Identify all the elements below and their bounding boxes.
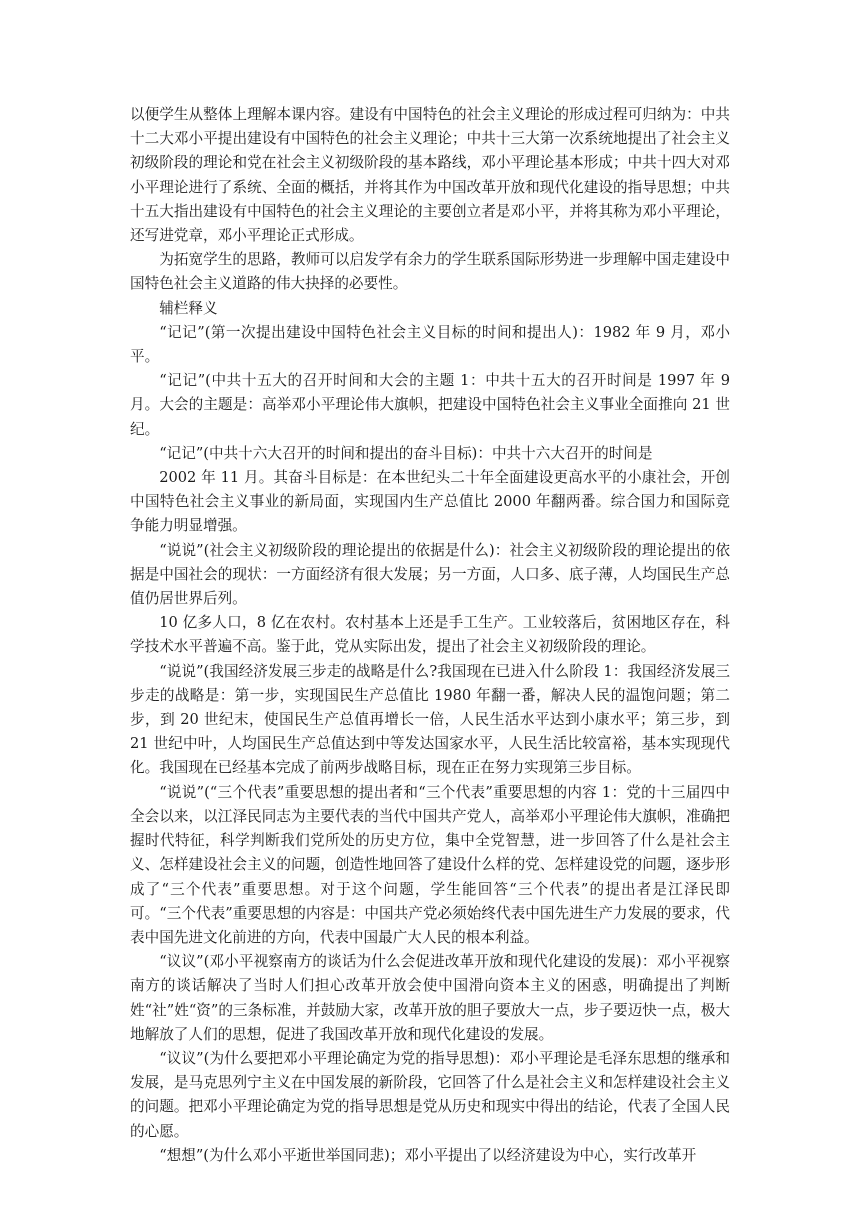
paragraph: “说说”(我国经济发展三步走的战略是什么?我国现在已进入什么阶段 1：我国经济发展三步走的战略是：第一步，实现国民生产总值比 1980 年翻一番，解决人民的温饱问题；第二步，到 20 世纪末，使国民生产总值再增长一倍，人民生活水平达到小康水平；第三步，到 21 世纪中叶，人均国民生产总值达到中等发达国家水平，人民生活比较富裕，基本实现现代化。我国现在已经基本完成了前两步战略目标，现在正在努力实现第三步目标。 bbox=[130, 662, 730, 777]
paragraph: 以便学生从整体上理解本课内容。建设有中国特色的社会主义理论的形成过程可归纳为：中共十二大邓小平提出建设有中国特色的社会主义理论；中共十三大第一次系统地提出了社会主义初级阶段的理论和党在社会主义初级阶段的基本路线，邓小平理论基本形成；中共十四大对邓小平理论进行了系统、全面的概括，并将其作为中国改革开放和现代化建设的指导思想；中共十五大指出建设有中国特色的社会主义理论的主要创立者是邓小平，并将其称为邓小平理论，还写进党章，邓小平理论正式形成。 bbox=[130, 106, 730, 245]
paragraph: “说说”(“三个代表”重要思想的提出者和“三个代表”重要思想的内容 1：党的十三届四中全会以来，以江泽民同志为主要代表的当代中国共产党人，高举邓小平理论伟大旗帜，准确把握时代特征，科学判断我们党所处的历史方位，集中全党智慧，进一步回答了什么是社会主义、怎样建设社会主义的问题，创造性地回答了建设什么样的党、怎样建设党的问题，逐步形成了“三个代表”重要思想。对于这个问题，学生能回答“三个代表”的提出者是江泽民即可。“三个代表”重要思想的内容是：中国共产党必须始终代表中国先进生产力发展的要求，代表中国先进文化前进的方向，代表中国最广大人民的根本利益。 bbox=[130, 783, 730, 946]
paragraph: “记记”(中共十五大的召开时间和大会的主题 1：中共十五大的召开时间是 1997 年 9 月。大会的主题是：高举邓小平理论伟大旗帜，把建设中国特色社会主义事业全面推向 21 世纪。 bbox=[130, 372, 730, 438]
paragraph: 为拓宽学生的思路，教师可以启发学有余力的学生联系国际形势进一步理解中国走建设中国特色社会主义道路的伟大抉择的必要性。 bbox=[130, 251, 730, 293]
paragraph: “想想”(为什么邓小平逝世举国同悲)；邓小平提出了以经济建设为中心，实行改革开 bbox=[159, 1146, 697, 1164]
paragraph: “说说”(社会主义初级阶段的理论提出的依据是什么)：社会主义初级阶段的理论提出的依据是中国社会的现状：一方面经济有很大发展；另一方面，人口多、底子薄，人均国民生产总值仍居世界后列。 bbox=[130, 541, 730, 608]
section-heading: 辅栏释义 bbox=[159, 299, 218, 317]
paragraph: “记记”(中共十六大召开的时间和提出的奋斗目标)：中共十六大召开的时间是 bbox=[159, 444, 653, 462]
paragraph: “议议”(邓小平视察南方的谈话为什么会促进改革开放和现代化建设的发展)：邓小平视察南方的谈话解决了当时人们担心改革开放会使中国滑向资本主义的困惑，明确提出了判断姓“社”姓“资”的三条标准，并鼓励大家，改革开放的胆子要放大一点，步子要迈快一点，极大地解放了人们的思想，促进了我国改革开放和现代化建设的发展。 bbox=[130, 953, 730, 1043]
document-page bbox=[130, 103, 730, 1168]
paragraph: 10 亿多人口，8 亿在农村。农村基本上还是手工生产。工业较落后，贫困地区存在，科学技术水平普遍不高。鉴于此，党从实际出发，提出了社会主义初级阶段的理论。 bbox=[130, 614, 730, 656]
paragraph: 2002 年 11 月。其奋斗目标是：在本世纪头二十年全面建设更高水平的小康社会，开创中国特色社会主义事业的新局面，实现国内生产总值比 2000 年翻两番。综合国力和国际竞争能力明显增强。 bbox=[130, 469, 730, 535]
paragraph: “议议”(为什么要把邓小平理论确定为党的指导思想)：邓小平理论是毛泽东思想的继承和发展，是马克思列宁主义在中国发展的新阶段，它回答了什么是社会主义和怎样建设社会主义的问题。把邓小平理论确定为党的指导思想是党从历史和现实中得出的结论，代表了全国人民的心愿。 bbox=[130, 1049, 730, 1140]
paragraph: “记记”(第一次提出建设中国特色社会主义目标的时间和提出人)：1982 年 9 月，邓小平。 bbox=[130, 323, 730, 366]
